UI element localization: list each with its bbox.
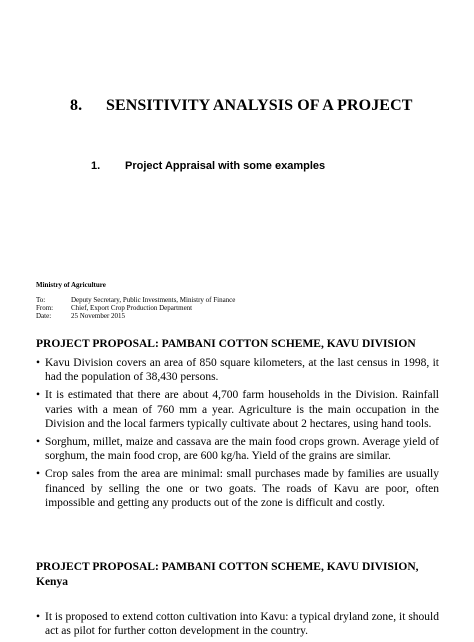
bullet-text: It is proposed to extend cotton cultivation into Kavu: a typical dryland zone, it should act as pilot for further cotton development in the country. bbox=[45, 611, 439, 638]
bullet-marker: • bbox=[36, 468, 41, 481]
memo-row-from bbox=[36, 304, 235, 312]
memo-row-to bbox=[36, 296, 235, 304]
bullet-marker: • bbox=[36, 436, 41, 449]
memo-value: 25 November 2015 bbox=[71, 312, 126, 320]
section-number: 8. bbox=[70, 97, 83, 114]
proposal-title-text: PROJECT PROPOSAL: PAMBANI COTTON SCHEME, KAVU DIVISION, bbox=[36, 561, 419, 573]
bullet-text: Crop sales from the area are minimal: small purchases made by families are usually financed by selling the one or two goats. The roads of Kavu are poor, often impossible and getting any products out of the zone is difficult and costly. bbox=[45, 468, 439, 510]
bullet-marker: • bbox=[36, 389, 41, 402]
memo-label: From: bbox=[36, 304, 54, 312]
bullet-list bbox=[36, 356, 439, 514]
subsection-title: Project Appraisal with some examples bbox=[125, 160, 326, 172]
subsection-heading bbox=[91, 160, 325, 172]
memo-row-date bbox=[36, 312, 235, 320]
list-item bbox=[36, 467, 439, 510]
memo-label: To: bbox=[36, 296, 46, 304]
bullet-marker: • bbox=[36, 357, 41, 369]
section-title: SENSITIVITY ANALYSIS OF A PROJECT bbox=[106, 97, 413, 114]
memo-value: Deputy Secretary, Public Investments, Ministry of Finance bbox=[71, 296, 236, 304]
subsection-number: 1. bbox=[91, 160, 101, 172]
proposal-title: PROJECT PROPOSAL: PAMBANI COTTON SCHEME, KAVU DIVISION bbox=[36, 338, 416, 350]
memo-organization: Ministry of Agriculture bbox=[36, 281, 106, 289]
proposal-title-kenya bbox=[36, 560, 419, 590]
bullet-list bbox=[36, 610, 439, 642]
list-item bbox=[36, 388, 439, 431]
section-heading bbox=[70, 97, 413, 115]
bullet-text: Sorghum, millet, maize and cassava are the main food crops grown. Average yield of sorghum, the main food crop, are 600 kg/ha. Yield of the grains are similar. bbox=[45, 436, 439, 463]
bullet-text: It is estimated that there are about 4,700 farm households in the Division. Rainfall varies with a mean of 760 mm a year. Agriculture is the main occupation in the Division and the local farmers typically cultivate about 2 hectares, using hand tools. bbox=[45, 389, 439, 431]
bullet-text: Kavu Division covers an area of 850 square kilometers, at the last census in 1998, it had the population of 38,430 persons. bbox=[45, 357, 439, 384]
list-item bbox=[36, 356, 439, 385]
list-item bbox=[36, 435, 439, 464]
memo-label: Date: bbox=[36, 312, 52, 320]
proposal-country: Kenya bbox=[36, 576, 68, 588]
memo-value: Chief, Export Crop Production Department bbox=[71, 304, 193, 312]
list-item bbox=[36, 610, 439, 639]
bullet-marker: • bbox=[36, 611, 41, 623]
memo-header bbox=[36, 296, 235, 320]
